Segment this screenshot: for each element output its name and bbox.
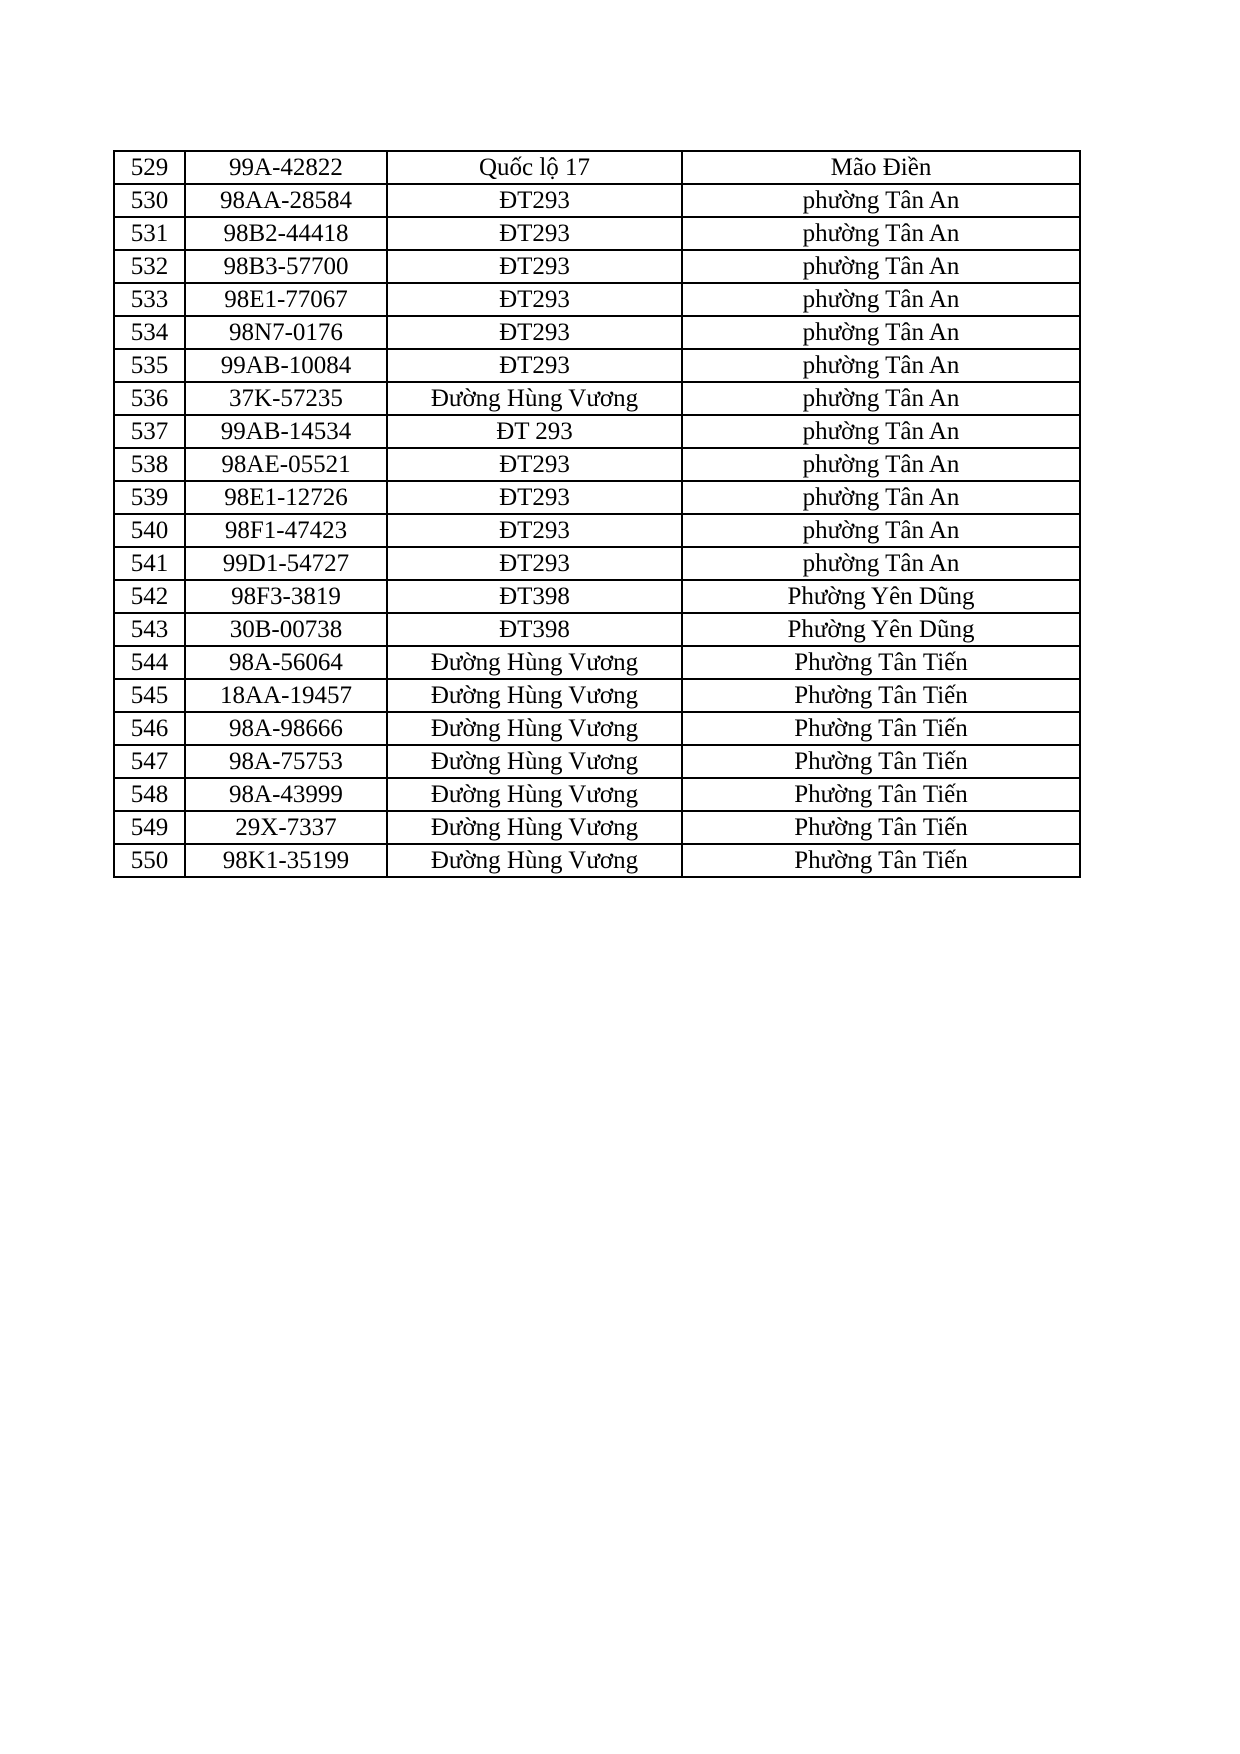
table-row bbox=[114, 844, 1080, 877]
road-cell: ĐT293 bbox=[387, 547, 682, 580]
row-number-cell: 542 bbox=[114, 580, 185, 613]
table-body bbox=[114, 151, 1080, 877]
table-row bbox=[114, 283, 1080, 316]
road-cell: Đường Hùng Vương bbox=[387, 646, 682, 679]
license-plate-cell: 98B2-44418 bbox=[185, 217, 387, 250]
row-number-cell: 538 bbox=[114, 448, 185, 481]
license-plate-cell: 98K1-35199 bbox=[185, 844, 387, 877]
table-row bbox=[114, 184, 1080, 217]
road-cell: Đường Hùng Vương bbox=[387, 679, 682, 712]
ward-cell: Phường Tân Tiến bbox=[682, 844, 1080, 877]
license-plate-cell: 99AB-14534 bbox=[185, 415, 387, 448]
table-row bbox=[114, 217, 1080, 250]
table-row bbox=[114, 811, 1080, 844]
table-row bbox=[114, 349, 1080, 382]
license-plate-cell: 98F3-3819 bbox=[185, 580, 387, 613]
row-number-cell: 541 bbox=[114, 547, 185, 580]
road-cell: ĐT293 bbox=[387, 349, 682, 382]
ward-cell: phường Tân An bbox=[682, 184, 1080, 217]
license-plate-cell: 98A-75753 bbox=[185, 745, 387, 778]
table-row bbox=[114, 745, 1080, 778]
road-cell: ĐT398 bbox=[387, 580, 682, 613]
row-number-cell: 530 bbox=[114, 184, 185, 217]
ward-cell: phường Tân An bbox=[682, 415, 1080, 448]
row-number-cell: 531 bbox=[114, 217, 185, 250]
row-number-cell: 532 bbox=[114, 250, 185, 283]
license-plate-cell: 98N7-0176 bbox=[185, 316, 387, 349]
table-row bbox=[114, 151, 1080, 184]
table-row bbox=[114, 547, 1080, 580]
table-row bbox=[114, 448, 1080, 481]
license-plate-cell: 98E1-77067 bbox=[185, 283, 387, 316]
license-plate-cell: 18AA-19457 bbox=[185, 679, 387, 712]
row-number-cell: 537 bbox=[114, 415, 185, 448]
license-plate-cell: 98AE-05521 bbox=[185, 448, 387, 481]
table-row bbox=[114, 679, 1080, 712]
row-number-cell: 536 bbox=[114, 382, 185, 415]
road-cell: Quốc lộ 17 bbox=[387, 151, 682, 184]
ward-cell: phường Tân An bbox=[682, 316, 1080, 349]
road-cell: ĐT 293 bbox=[387, 415, 682, 448]
road-cell: ĐT293 bbox=[387, 184, 682, 217]
license-plate-cell: 98A-56064 bbox=[185, 646, 387, 679]
table-row bbox=[114, 778, 1080, 811]
ward-cell: phường Tân An bbox=[682, 217, 1080, 250]
road-cell: Đường Hùng Vương bbox=[387, 745, 682, 778]
road-cell: ĐT398 bbox=[387, 613, 682, 646]
ward-cell: phường Tân An bbox=[682, 547, 1080, 580]
road-cell: Đường Hùng Vương bbox=[387, 382, 682, 415]
row-number-cell: 549 bbox=[114, 811, 185, 844]
license-plate-cell: 99D1-54727 bbox=[185, 547, 387, 580]
road-cell: ĐT293 bbox=[387, 448, 682, 481]
license-plate-cell: 29X-7337 bbox=[185, 811, 387, 844]
row-number-cell: 550 bbox=[114, 844, 185, 877]
table-row bbox=[114, 316, 1080, 349]
license-plate-cell: 98AA-28584 bbox=[185, 184, 387, 217]
road-cell: Đường Hùng Vương bbox=[387, 778, 682, 811]
row-number-cell: 539 bbox=[114, 481, 185, 514]
row-number-cell: 546 bbox=[114, 712, 185, 745]
table-row bbox=[114, 613, 1080, 646]
ward-cell: Phường Tân Tiến bbox=[682, 646, 1080, 679]
road-cell: ĐT293 bbox=[387, 316, 682, 349]
road-cell: ĐT293 bbox=[387, 481, 682, 514]
ward-cell: Phường Tân Tiến bbox=[682, 745, 1080, 778]
road-cell: ĐT293 bbox=[387, 514, 682, 547]
ward-cell: Phường Yên Dũng bbox=[682, 580, 1080, 613]
row-number-cell: 547 bbox=[114, 745, 185, 778]
ward-cell: phường Tân An bbox=[682, 283, 1080, 316]
ward-cell: Phường Tân Tiến bbox=[682, 778, 1080, 811]
vehicle-records-table bbox=[113, 150, 1081, 878]
license-plate-cell: 98F1-47423 bbox=[185, 514, 387, 547]
road-cell: Đường Hùng Vương bbox=[387, 712, 682, 745]
table-row bbox=[114, 481, 1080, 514]
road-cell: ĐT293 bbox=[387, 250, 682, 283]
ward-cell: phường Tân An bbox=[682, 349, 1080, 382]
row-number-cell: 534 bbox=[114, 316, 185, 349]
license-plate-cell: 98E1-12726 bbox=[185, 481, 387, 514]
table-row bbox=[114, 415, 1080, 448]
table-row bbox=[114, 382, 1080, 415]
row-number-cell: 529 bbox=[114, 151, 185, 184]
ward-cell: phường Tân An bbox=[682, 382, 1080, 415]
license-plate-cell: 30B-00738 bbox=[185, 613, 387, 646]
row-number-cell: 545 bbox=[114, 679, 185, 712]
row-number-cell: 548 bbox=[114, 778, 185, 811]
row-number-cell: 543 bbox=[114, 613, 185, 646]
ward-cell: phường Tân An bbox=[682, 481, 1080, 514]
license-plate-cell: 98A-98666 bbox=[185, 712, 387, 745]
license-plate-cell: 37K-57235 bbox=[185, 382, 387, 415]
table-row bbox=[114, 580, 1080, 613]
license-plate-cell: 99A-42822 bbox=[185, 151, 387, 184]
license-plate-cell: 98B3-57700 bbox=[185, 250, 387, 283]
license-plate-cell: 98A-43999 bbox=[185, 778, 387, 811]
road-cell: ĐT293 bbox=[387, 217, 682, 250]
table-row bbox=[114, 646, 1080, 679]
road-cell: ĐT293 bbox=[387, 283, 682, 316]
row-number-cell: 533 bbox=[114, 283, 185, 316]
ward-cell: Phường Tân Tiến bbox=[682, 679, 1080, 712]
ward-cell: Phường Tân Tiến bbox=[682, 712, 1080, 745]
table-row bbox=[114, 514, 1080, 547]
road-cell: Đường Hùng Vương bbox=[387, 811, 682, 844]
ward-cell: phường Tân An bbox=[682, 448, 1080, 481]
ward-cell: Phường Yên Dũng bbox=[682, 613, 1080, 646]
row-number-cell: 540 bbox=[114, 514, 185, 547]
row-number-cell: 535 bbox=[114, 349, 185, 382]
ward-cell: phường Tân An bbox=[682, 250, 1080, 283]
road-cell: Đường Hùng Vương bbox=[387, 844, 682, 877]
ward-cell: Phường Tân Tiến bbox=[682, 811, 1080, 844]
license-plate-cell: 99AB-10084 bbox=[185, 349, 387, 382]
ward-cell: phường Tân An bbox=[682, 514, 1080, 547]
ward-cell: Mão Điền bbox=[682, 151, 1080, 184]
table-row bbox=[114, 250, 1080, 283]
table-row bbox=[114, 712, 1080, 745]
row-number-cell: 544 bbox=[114, 646, 185, 679]
